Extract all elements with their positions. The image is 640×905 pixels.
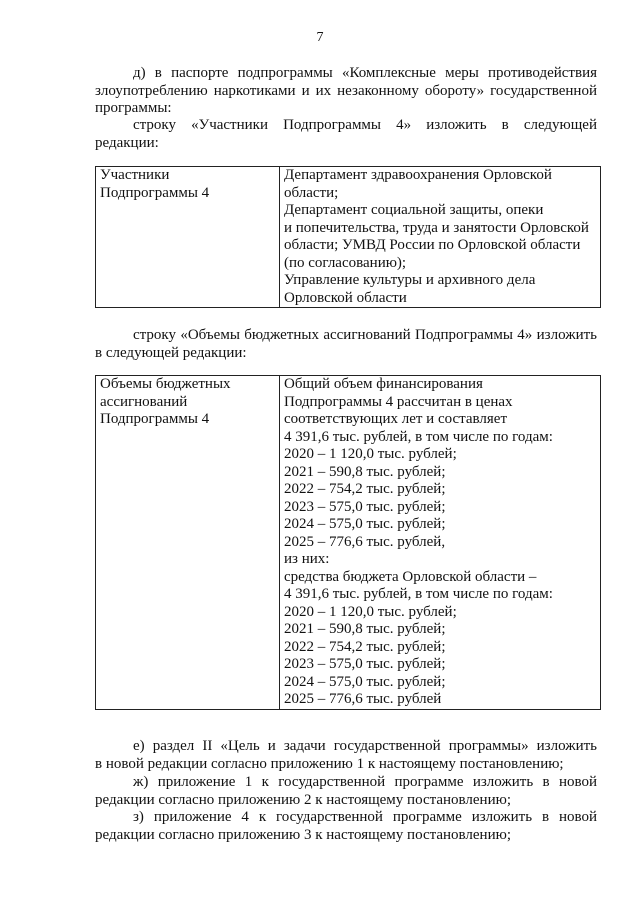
cell-line: Департамент социальной защиты, опеки bbox=[284, 202, 544, 218]
cell-line: ассигнований bbox=[100, 393, 188, 410]
cell-line: 2021 – 590,8 тыс. рублей; bbox=[284, 621, 446, 637]
text-line: з) приложение 4 к государственной программе изложить в новой bbox=[133, 809, 597, 825]
text-line: злоупотреблению наркотиками и их незаконному обороту» государственной bbox=[95, 82, 597, 99]
table-row bbox=[96, 376, 601, 710]
cell-line: области; УМВД России по Орловской области bbox=[284, 237, 581, 253]
cell-line: и попечительства, труда и занятости Орловской bbox=[284, 219, 589, 236]
paragraph-z bbox=[95, 809, 597, 844]
paragraph-e bbox=[95, 738, 597, 773]
cell-line: Орловской области bbox=[284, 289, 407, 306]
cell-line: 2023 – 575,0 тыс. рублей; bbox=[284, 498, 446, 515]
cell-line: (по согласованию); bbox=[284, 254, 407, 271]
cell-line: Подпрограммы 4 bbox=[100, 184, 210, 201]
cell-line: средства бюджета Орловской области – bbox=[284, 568, 537, 585]
table-cell-value bbox=[280, 167, 601, 308]
cell-line: области; bbox=[284, 184, 339, 201]
cell-line: 2020 – 1 120,0 тыс. рублей; bbox=[284, 603, 457, 620]
cell-line: 4 391,6 тыс. рублей, в том числе по годам: bbox=[284, 586, 553, 602]
text-line: редакции согласно приложению 3 к настоящему постановлению; bbox=[95, 826, 511, 843]
text-line: в новой редакции согласно приложению 1 к настоящему постановлению; bbox=[95, 755, 564, 772]
paragraph-zh bbox=[95, 774, 597, 809]
paragraph-row-participants bbox=[95, 117, 597, 152]
cell-line: 2020 – 1 120,0 тыс. рублей; bbox=[284, 446, 457, 462]
paragraph-row-budget bbox=[95, 327, 597, 362]
text-line: в следующей редакции: bbox=[95, 344, 247, 361]
cell-line: Департамент здравоохранения Орловской bbox=[284, 167, 552, 183]
cell-line: 2024 – 575,0 тыс. рублей; bbox=[284, 673, 446, 690]
cell-line: 2025 – 776,6 тыс. рублей, bbox=[284, 533, 446, 550]
text-line: ж) приложение 1 к государственной программе изложить в новой bbox=[133, 774, 597, 790]
cell-line: 2024 – 575,0 тыс. рублей; bbox=[284, 516, 446, 532]
cell-line: из них: bbox=[284, 551, 330, 567]
text-line: д) в паспорте подпрограммы «Комплексные меры противодействия bbox=[133, 65, 597, 81]
table-row bbox=[96, 167, 601, 308]
text-line: е) раздел II «Цель и задачи государственной программы» изложить bbox=[133, 738, 597, 754]
cell-line: Общий объем финансирования bbox=[284, 376, 483, 392]
participants-table bbox=[95, 166, 601, 308]
cell-line: Подпрограммы 4 bbox=[100, 411, 210, 427]
paragraph-d bbox=[95, 65, 597, 118]
cell-line: Участники bbox=[100, 167, 170, 183]
text-line: редакции: bbox=[95, 134, 159, 151]
table-cell-label bbox=[96, 167, 280, 308]
cell-line: 2022 – 754,2 тыс. рублей; bbox=[284, 638, 446, 655]
table-cell-label bbox=[96, 376, 280, 710]
budget-table bbox=[95, 375, 601, 710]
page-number: 7 bbox=[316, 30, 324, 45]
text-line: строку «Участники Подпрограммы 4» изложить в следующей bbox=[133, 117, 597, 133]
cell-line: 2025 – 776,6 тыс. рублей bbox=[284, 691, 442, 707]
table-cell-value bbox=[280, 376, 601, 710]
cell-line: 2021 – 590,8 тыс. рублей; bbox=[284, 463, 446, 480]
cell-line: 4 391,6 тыс. рублей, в том числе по годам: bbox=[284, 428, 553, 445]
cell-line: Управление культуры и архивного дела bbox=[284, 272, 536, 288]
text-line: строку «Объемы бюджетных ассигнований Подпрограммы 4» изложить bbox=[133, 327, 597, 343]
cell-line: 2022 – 754,2 тыс. рублей; bbox=[284, 481, 446, 497]
cell-line: 2023 – 575,0 тыс. рублей; bbox=[284, 656, 446, 672]
cell-line: соответствующих лет и составляет bbox=[284, 411, 508, 427]
cell-line: Подпрограммы 4 рассчитан в ценах bbox=[284, 393, 513, 410]
cell-line: Объемы бюджетных bbox=[100, 376, 231, 392]
text-line: редакции согласно приложению 2 к настоящему постановлению; bbox=[95, 791, 511, 808]
text-line: программы: bbox=[95, 100, 172, 116]
